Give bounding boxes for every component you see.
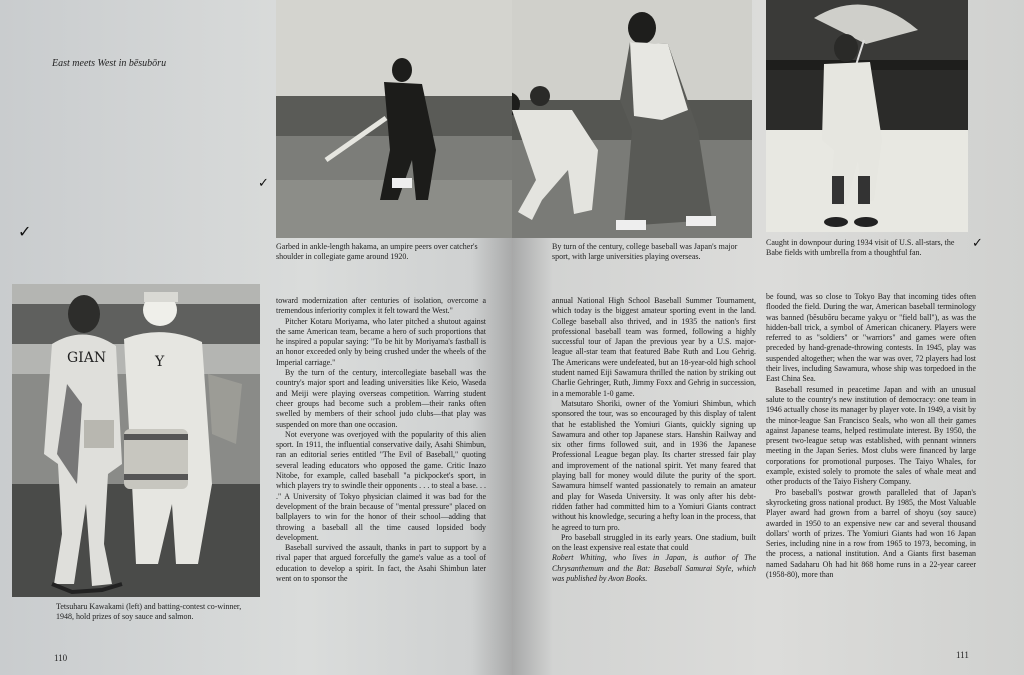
author-bio: Robert Whiting, who lives in Japan, is author of The Chrysanthemum and the Bat: Baseball Samurai Style, which was published by Avon Books. [552,553,756,584]
col2-para-2: Matsutaro Shoriki, owner of the Yomiuri Shimbun, which sponsored the tour, was so encouraged by this display of talent that he established the Yomiuri Giants, quickly signing up Sawamura and other top Japanese stars. Hanshin Railway and six other firms followed suit, and in 1936 the Japanese Professional League began play. Its charter stressed fair play and improvement of the national spirit. Yet many feared that playing ball for money would dilute the purity of the sport. Sawamura himself wanted passionately to remain an amateur and play for Waseda University. It was only after his debt-ridden father had committed him to a Yomiuri Giants contract without his knowledge, securing a hefty loan in the process, that he agreed to turn pro. [552,398,756,532]
umpire-photo [276,0,512,238]
page-number-left: 110 [54,653,68,663]
col1-para-2: Pitcher Kotaru Moriyama, who later pitched a shutout against the same American team, became a hero of such proportions that he inspired a popular saying: "To be hit by Moriyama's fastball is an honor exceeded only by being crushed under the wheels of the Imperial carriage." [276,316,486,367]
col1-para-4: Not everyone was overjoyed with the popularity of this alien sport. In 1911, the influential conservative daily, Asahi Shimbun, ran an editorial series entitled "The Evil of Baseball," quoting several leading educators who opposed the game. Critic Inazo Nitobe, for example, called baseball "a pickpocket's sport, in which players try to swindle their opponents . . . to steal a base. . . ." A University of Tokyo physician claimed it was bad for the development of the brain because of "mental pressure" placed on ballplayers to win for the honor of their school—adding that throwing a baseball all the time caused lopsided body development. [276,429,486,542]
kawakami-caption: Tetsuharu Kawakami (left) and batting-contest co-winner, 1948, hold prizes of soy sauce and salmon. [56,602,242,621]
right-page [512,0,1024,675]
svg-text:Y: Y [155,354,165,370]
col3-para-3: Pro baseball's postwar growth paralleled that of Japan's skyrocketing gross national product. By 1985, the Most Valuable Player award had grown from a barrel of shoyu (soy sauce) awarded in 1950 to an expensive new car and several thousand dollars' worth of prizes. The Yomiuri Giants had won 16 Japan Series, including nine in a row from 1965 to 1973, becoming, in the process, a national institution. And a Giants first baseman named Sadaharu Oh had hit 868 home runs in a 22-year career (1958-80), more than [766,487,976,580]
col2-para-1: annual National High School Baseball Summer Tournament, which today is the biggest amateur sporting event in the land. College baseball also thrived, and in 1935 the nation's first professional baseball team was formed, following a highly successful tour of Japan the previous year by a U.S. major-league all-star team that featured Babe Ruth and Lou Gehrig. The Americans were undefeated, but an 18-year-old high school student named Eiji Sawamura thrilled the nation by striking out Charlie Gehringer, Ruth, Jimmy Foxx and Gehrig in succession, in a memorable 1-0 game. [552,296,756,398]
umpire-caption: Garbed in ankle-length hakama, an umpire peers over catcher's shoulder in collegiate game around 1920. [276,242,478,261]
umpire-photo-continued [512,0,752,238]
check-mark: ✓ [258,176,269,191]
college-caption: By turn of the century, college baseball was Japan's major sport, with large universities playing overseas. [552,242,738,261]
text-column-3 [766,292,976,580]
check-mark: ✓ [972,236,983,251]
babe-caption: Caught in downpour during 1934 visit of U.S. all-stars, the Babe fields with umbrella from a thoughtful fan. [766,238,955,257]
col2-para-3: Pro baseball struggled in its early years. One stadium, built on the least expensive real estate that could [552,532,756,553]
col1-para-1: toward modernization after centuries of isolation, overcome a tremendous inferiority complex it felt toward the West." [276,296,486,316]
col3-para-2: Baseball resumed in peacetime Japan and with an unusual salute to the country's new institution of democracy: one team in 1946 actually chose its manager by player vote. In 1949, a visit by the minor-league San Francisco Seals, who won all their games against Japanese teams, helped restimulate interest. By 1950, the present two-league setup was established, with pennant winners meeting in the Japan Series. Most clubs were financed by large corporations for promotional purposes. The Taiyo Whales, for example, existed solely to promote the sales of whale meat and other products of the Taiyo Fishery Company. [766,384,976,487]
kawakami-photo [12,284,260,597]
col3-para-1: be found, was so close to Tokyo Bay that incoming tides often flooded the field. During the war, American baseball terminology was banned (bēsubōru became yakyu or "field ball"), as was the hidden-ball trick, a symbol of American chicanery. Players were referred to as "soldiers" or "warriors" and games were often preceded by hand-grenade-throwing contests. In 1945, play was suspended altogether; when the war was over, 72 players had lost their lives, including Sawamura, whose ship was torpedoed in the East China Sea. [766,292,976,384]
svg-text:GIAN: GIAN [67,350,107,366]
check-mark: ✓ [18,222,32,241]
running-head: East meets West in bēsubōru [52,58,167,69]
text-column-2 [552,296,756,584]
col1-para-3: By the turn of the century, intercollegiate baseball was the country's major sport and leading universities like Keio, Waseda and Meiji were playing overseas competition. Warring student cheer groups had become such a problem—their ranks often swelled by members of their school judo clubs—that play was suspended on more than one occasion. [276,368,486,429]
text-column-1 [276,296,486,584]
page-number-right: 111 [956,650,969,660]
babe-photo [766,0,968,232]
col1-para-5: Baseball survived the assault, thanks in part to support by a rival paper that argued forcefully the game's value as a tool of education to develop a spirit. In fact, the Asahi Shimbun later went on to sponsor the [276,543,486,584]
